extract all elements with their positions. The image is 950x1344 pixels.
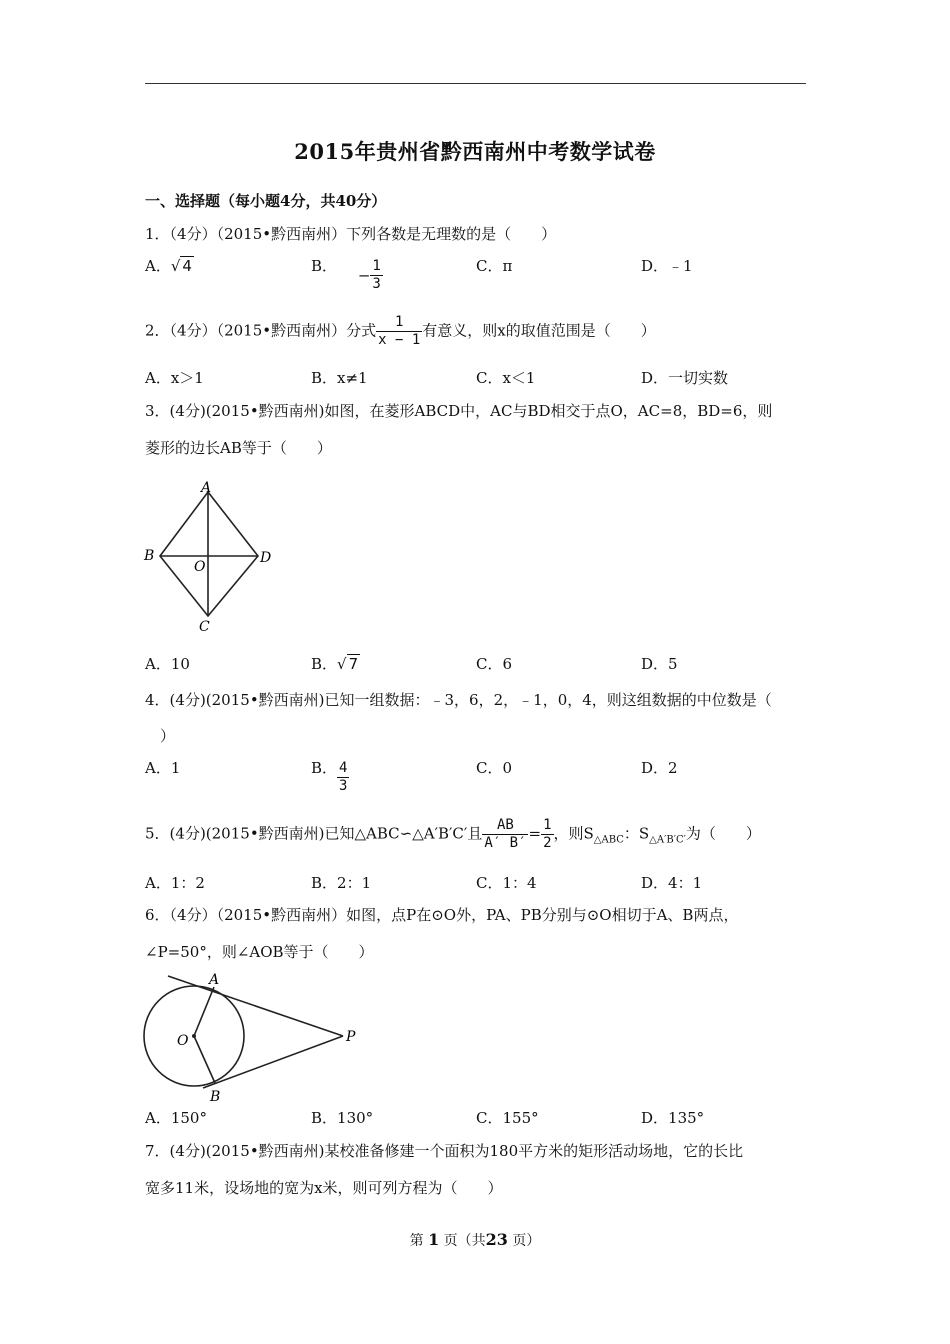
section-heading: 一、选择题（每小题4分，共40分） xyxy=(145,192,387,210)
label-a: A xyxy=(201,480,212,496)
tangent-circle-figure xyxy=(138,970,370,1106)
question-2-text: 2．（4分）（2015•黔西南州）分式 $\frac{1}{x - 1}$ 有意义，则x的取值范围是（ ） xyxy=(145,314,656,348)
label-c: C xyxy=(199,619,210,635)
q6-option-a: A．150° xyxy=(145,1109,207,1127)
question-7-line-1: 7．(4分)(2015•黔西南州)某校准备修建一个面积为180平方米的矩形活动场地，它的长比 xyxy=(145,1142,744,1160)
fraction: $\frac{1}{3}$ xyxy=(372,258,381,292)
center-point xyxy=(192,1034,196,1038)
page-total: 23 xyxy=(485,1230,508,1249)
q3-option-d: D．5 xyxy=(641,655,678,673)
rhombus-figure xyxy=(140,478,280,638)
question-3-line-2: 菱形的边长AB等于（ ） xyxy=(145,439,332,457)
q6-option-c: C．155° xyxy=(476,1109,539,1127)
question-3-line-1: 3．(4分)(2015•黔西南州)如图，在菱形ABCD中，AC与BD相交于点O，AC=8，BD=6，则 xyxy=(145,402,773,420)
fraction: $\frac{4}{3}$ xyxy=(339,760,348,794)
label-o: O xyxy=(194,559,206,575)
sqrt-symbol: √ 4 xyxy=(170,257,192,275)
q4-option-a: A．1 xyxy=(145,759,181,777)
question-1-text: 1．（4分）（2015•黔西南州）下列各数是无理数的是（ ） xyxy=(145,225,557,243)
question-6-line-2: ∠P=50°，则∠AOB等于（ ） xyxy=(145,943,374,961)
question-5-text: 5．(4分)(2015•黔西南州)已知△ABC∽△A′B′C′且 $\frac{AB}{A' B'}$ = $\frac{1}{2}$ ，则$S_{\triangle ABC}$：$S_{\triangle A'B'C'}$为（ ） xyxy=(145,817,761,851)
q5-option-d: D．4：1 xyxy=(641,874,703,892)
q5-option-b: B．2：1 xyxy=(311,874,372,892)
q4-option-b: B． $\frac{4}{3}$ xyxy=(311,759,348,794)
q4-option-c: C．0 xyxy=(476,759,513,777)
fraction: $\frac{AB}{A' B'}$ xyxy=(484,817,527,851)
q5-option-c: C．1：4 xyxy=(476,874,537,892)
question-6-line-1: 6．（4分）（2015•黔西南州）如图，点P在⊙O外，PA、PB分别与⊙O相切于A、B两点， xyxy=(145,906,739,924)
q1-option-b: B． − $\frac{1}{3}$ xyxy=(311,257,381,292)
label-b: B xyxy=(144,548,155,564)
radius-ob xyxy=(194,1036,215,1083)
q6-option-b: B．130° xyxy=(311,1109,374,1127)
q3-option-b: B．√ 7 xyxy=(311,655,359,673)
rhombus-outline xyxy=(160,492,258,616)
page-number: 1 xyxy=(428,1230,440,1249)
q2-option-a: A．x＞1 xyxy=(145,369,204,387)
label-p: P xyxy=(346,1029,356,1045)
q3-option-c: C．6 xyxy=(476,655,513,673)
q1-option-c: C．π xyxy=(476,257,513,275)
q5-option-a: A．1：2 xyxy=(145,874,205,892)
sqrt-symbol: √ 7 xyxy=(337,655,359,673)
page-footer: 第 1 页（共23 页） xyxy=(409,1230,541,1249)
q1-option-a: A．√ 4 xyxy=(145,257,192,275)
q2-option-b: B．x≠1 xyxy=(311,369,368,387)
tangent-pa xyxy=(168,976,343,1036)
fraction: $\frac{1}{2}$ xyxy=(543,817,552,851)
question-4-line-1: 4．(4分)(2015•黔西南州)已知一组数据：﹣3，6，2，﹣1，0，4，则这组数据的中位数是（ xyxy=(145,691,772,709)
radius-oa xyxy=(194,987,214,1036)
q2-option-d: D．一切实数 xyxy=(641,369,729,387)
question-4-line-2: ） xyxy=(145,727,176,745)
q1-option-d: D．﹣1 xyxy=(641,257,693,275)
tangent-pb xyxy=(203,1036,343,1088)
question-7-line-2: 宽多11米，设场地的宽为x米，则可列方程为（ ） xyxy=(145,1179,503,1197)
label-a: A xyxy=(209,972,220,988)
fraction: $\frac{1}{x - 1}$ xyxy=(378,314,421,348)
q4-option-d: D．2 xyxy=(641,759,678,777)
q2-option-c: C．x＜1 xyxy=(476,369,536,387)
q3-option-a: A．10 xyxy=(145,655,190,673)
label-o: O xyxy=(177,1033,189,1049)
label-b: B xyxy=(210,1089,221,1105)
header-rule xyxy=(145,83,806,84)
label-d: D xyxy=(260,550,272,566)
page-title: 2015年贵州省黔西南州中考数学试卷 xyxy=(294,139,656,164)
q6-option-d: D．135° xyxy=(641,1109,705,1127)
